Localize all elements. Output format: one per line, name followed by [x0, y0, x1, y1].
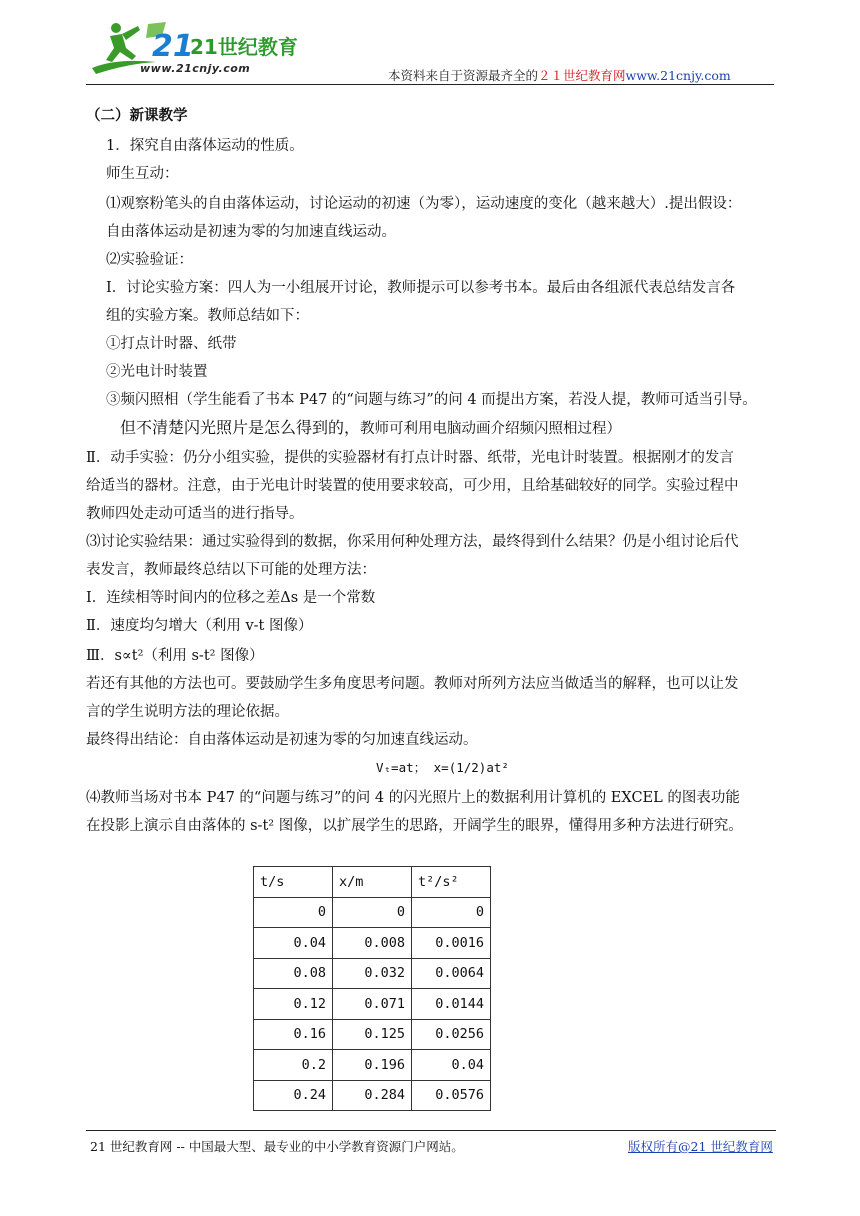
- table-row: [254, 897, 491, 928]
- footer-divider: [86, 1130, 776, 1131]
- table-cell: 0.284: [333, 1080, 412, 1111]
- formula: Vₜ=at； x=(1/2)at²: [376, 760, 509, 775]
- list-item: ③频闪照相（学生能看了书本 P47 的“问题与练习”的问 4 而提出方案，若没人提，教师可适当引导。: [106, 392, 757, 408]
- table-cell: 0: [412, 897, 491, 928]
- table-cell: 0.0256: [412, 1019, 491, 1050]
- list-item: Ⅲ．s∝t²（利用 s-t² 图像）: [86, 648, 264, 664]
- paragraph-line: 组的实验方案。教师总结如下：: [106, 308, 309, 324]
- table-header-cell: t/s: [254, 867, 333, 898]
- paragraph-line: 表发言，教师最终总结以下可能的处理方法：: [86, 562, 376, 578]
- paragraph-line: ⑷教师当场对书本 P47 的“问题与练习”的问 4 的闪光照片上的数据利用计算机的 EXCEL 的图表功能: [86, 790, 740, 806]
- paragraph-line: 言的学生说明方法的理论依据。: [86, 704, 289, 720]
- header-note-prefix: 本资料来自于资源最齐全的: [388, 68, 539, 83]
- table-header-row: [254, 867, 491, 898]
- header-note-url[interactable]: www.21cnjy.com: [625, 68, 731, 83]
- list-item: ①打点计时器、纸带: [106, 336, 237, 352]
- table-cell: 0.04: [412, 1050, 491, 1081]
- header-divider: [86, 84, 774, 85]
- table-cell: 0.16: [254, 1019, 333, 1050]
- paragraph-line: ⑶讨论实验结果：通过实验得到的数据，你采用何种处理方法，最终得到什么结果？仍是小组讨论后代: [86, 534, 739, 550]
- paragraph-line: 1．探究自由落体运动的性质。: [106, 138, 304, 154]
- list-item: ②光电计时装置: [106, 364, 208, 380]
- table-header-cell: x/m: [333, 867, 412, 898]
- paragraph-line: 在投影上演示自由落体的 s-t² 图像，以扩展学生的思路，开阔学生的眼界，懂得用多种方法进行研究。: [86, 818, 743, 834]
- table-cell: 0.0576: [412, 1080, 491, 1111]
- conclusion-line: 最终得出结论：自由落体运动是初速为零的匀加速直线运动。: [86, 732, 478, 748]
- header-note: [388, 66, 731, 84]
- table-cell: 0.04: [254, 928, 333, 959]
- footer-copyright-link[interactable]: 版权所有@21 世纪教育网: [628, 1139, 773, 1154]
- table-cell: 0.071: [333, 989, 412, 1020]
- paragraph-line: ⑵实验验证：: [106, 252, 193, 268]
- paragraph-line: ⑴观察粉笔头的自由落体运动，讨论运动的初速（为零），运动速度的变化（越来越大）.提出假设：: [106, 196, 742, 212]
- table-row: [254, 1050, 491, 1081]
- table-cell: 0.24: [254, 1080, 333, 1111]
- paragraph-line: 给适当的器材。注意，由于光电计时装置的使用要求较高，可少用，且给基础较好的同学。实验过程中: [86, 478, 739, 494]
- table-cell: 0.0016: [412, 928, 491, 959]
- paragraph-line: 师生互动：: [106, 166, 179, 182]
- footer-tagline: 21 世纪教育网 -- 中国最大型、最专业的中小学教育资源门户网站。: [90, 1139, 464, 1154]
- list-item: Ⅰ．连续相等时间内的位移之差Δs 是一个常数: [86, 590, 376, 606]
- header-note-brand: ２１世纪教育网: [538, 68, 626, 83]
- paragraph-line: 自由落体运动是初速为零的匀加速直线运动。: [106, 224, 396, 240]
- table-cell: 0.0064: [412, 958, 491, 989]
- logo-url: www.21cnjy.com: [140, 62, 251, 75]
- paragraph-line: 若还有其他的方法也可。要鼓励学生多角度思考问题。教师对所列方法应当做适当的解释，也可以让发: [86, 676, 739, 692]
- logo-text: 21世纪教育: [190, 35, 298, 59]
- table-row: [254, 928, 491, 959]
- section-title: （二）新课教学: [86, 107, 188, 124]
- table-cell: 0.032: [333, 958, 412, 989]
- table-cell: 0.008: [333, 928, 412, 959]
- paragraph-line: Ⅱ．动手实验：仍分小组实验，提供的实验器材有打点计时器、纸带，光电计时装置。根据刚才的发言: [86, 450, 734, 466]
- table-row: [254, 958, 491, 989]
- paragraph-line: 但不清楚闪光照片是怎么得到的，: [120, 418, 361, 437]
- table-row: [254, 1080, 491, 1111]
- table-cell: 0: [254, 897, 333, 928]
- table-row: [254, 989, 491, 1020]
- table-cell: 0.2: [254, 1050, 333, 1081]
- table-header-cell: t²/s²: [412, 867, 491, 898]
- table-cell: 0.196: [333, 1050, 412, 1081]
- table-cell: 0.0144: [412, 989, 491, 1020]
- list-item: Ⅱ．速度均匀增大（利用 v-t 图像）: [86, 618, 313, 634]
- table-cell: 0.08: [254, 958, 333, 989]
- paragraph-line: Ⅰ．讨论实验方案：四人为一小组展开讨论，教师提示可以参考书本。最后由各组派代表总结发言各: [106, 280, 736, 296]
- svg-text:21: 21: [152, 29, 194, 64]
- table-row: [254, 1019, 491, 1050]
- table-cell: 0: [333, 897, 412, 928]
- table-cell: 0.125: [333, 1019, 412, 1050]
- paragraph-line: 教师四处走动可适当的进行指导。: [86, 506, 304, 522]
- table-cell: 0.12: [254, 989, 333, 1020]
- paragraph-line: 教师可利用电脑动画介绍频闪照相过程）: [360, 421, 622, 437]
- data-table: [253, 866, 491, 1111]
